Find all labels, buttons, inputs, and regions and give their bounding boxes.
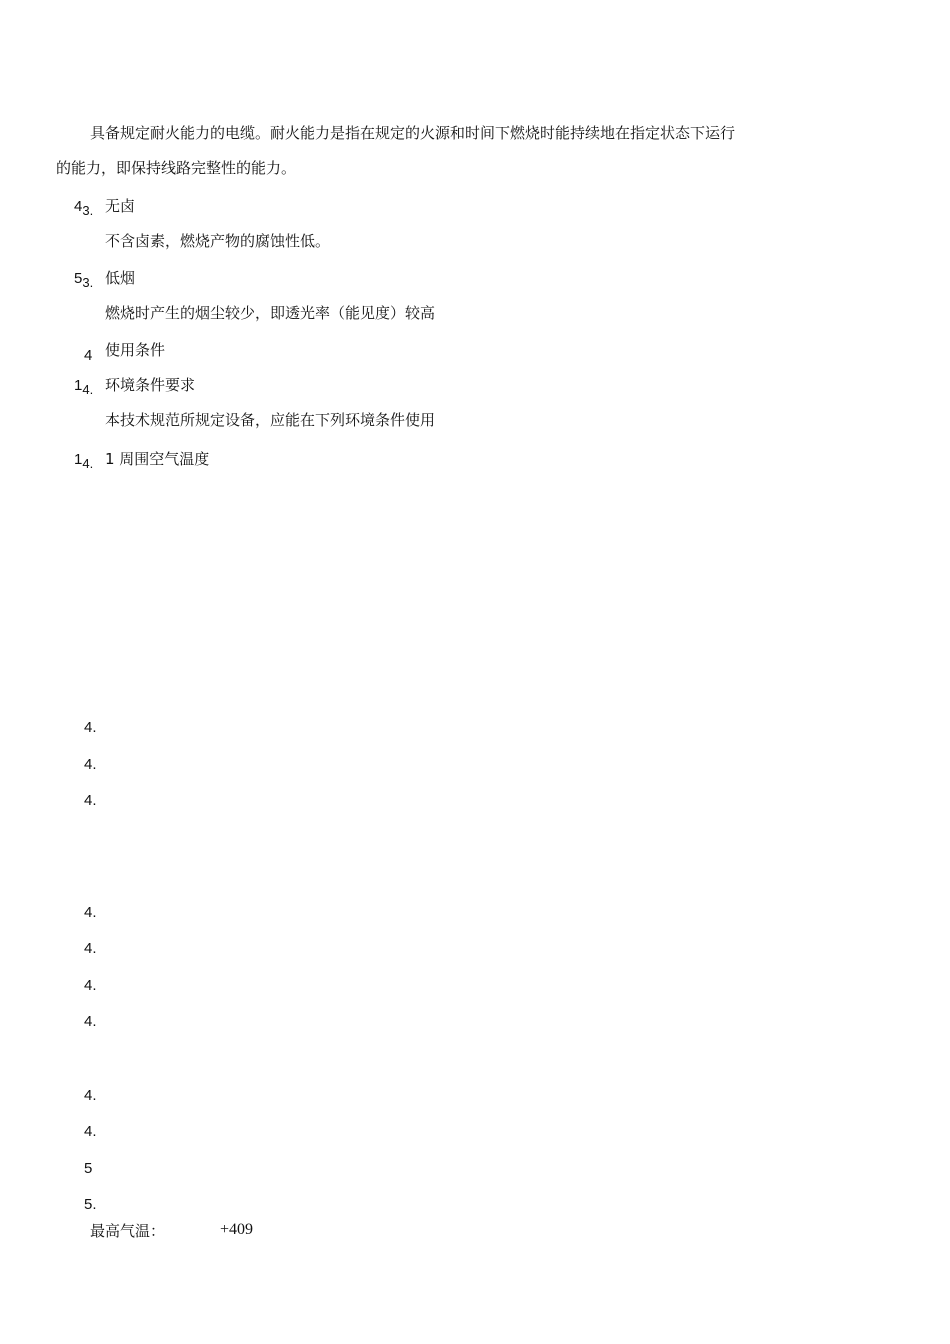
section-title-environment: 环境条件要求 <box>105 376 196 394</box>
section-number-main: 5 <box>74 270 83 287</box>
section-number <box>74 451 94 471</box>
list-number: 4. <box>84 719 97 736</box>
section-number-main: 1 <box>74 377 83 394</box>
section-title-low-smoke: 低烟 <box>105 269 136 287</box>
list-number: 4. <box>84 977 97 994</box>
max-temperature-label: 最高气温： <box>90 1222 166 1240</box>
intro-line-1: 具备规定耐火能力的电缆。耐火能力是指在规定的火源和时间下燃烧时能持续地在指定状态下运行 <box>90 124 736 142</box>
section-number-sub: 4. <box>82 382 94 397</box>
section-number-main: 4 <box>74 198 83 215</box>
intro-line-2: 的能力，即保持线路完整性的能力。 <box>56 159 297 177</box>
list-number: 4. <box>84 1087 97 1104</box>
section-title-ambient-temperature: 1 周围空气温度 <box>105 450 210 468</box>
list-number: 5 <box>84 1160 93 1177</box>
section-number-main: 1 <box>74 451 83 468</box>
list-number: 4. <box>84 756 97 773</box>
list-number: 5. <box>84 1196 97 1213</box>
section-number-sub: 3. <box>82 275 94 290</box>
list-number: 4. <box>84 940 97 957</box>
section-number <box>74 377 94 397</box>
section-number <box>74 198 94 218</box>
section-title-usage-conditions: 使用条件 <box>105 341 166 359</box>
list-number: 4. <box>84 1123 97 1140</box>
max-temperature-value: +409 <box>220 1221 254 1238</box>
section-number <box>74 270 94 290</box>
section-body-low-smoke: 燃烧时产生的烟尘较少，即透光率（能见度）较高 <box>105 304 436 322</box>
section-body-halogen-free: 不含卤素，燃烧产物的腐蚀性低。 <box>105 232 331 250</box>
section-body-environment: 本技术规范所规定设备，应能在下列环境条件使用 <box>105 411 436 429</box>
list-number: 4. <box>84 792 97 809</box>
section-title-halogen-free: 无卤 <box>105 197 136 215</box>
section-number-sub: 4. <box>82 456 94 471</box>
section-number-sub: 3. <box>82 203 94 218</box>
list-number: 4. <box>84 1013 97 1030</box>
list-number: 4. <box>84 904 97 921</box>
section-number: 4 <box>84 347 93 364</box>
